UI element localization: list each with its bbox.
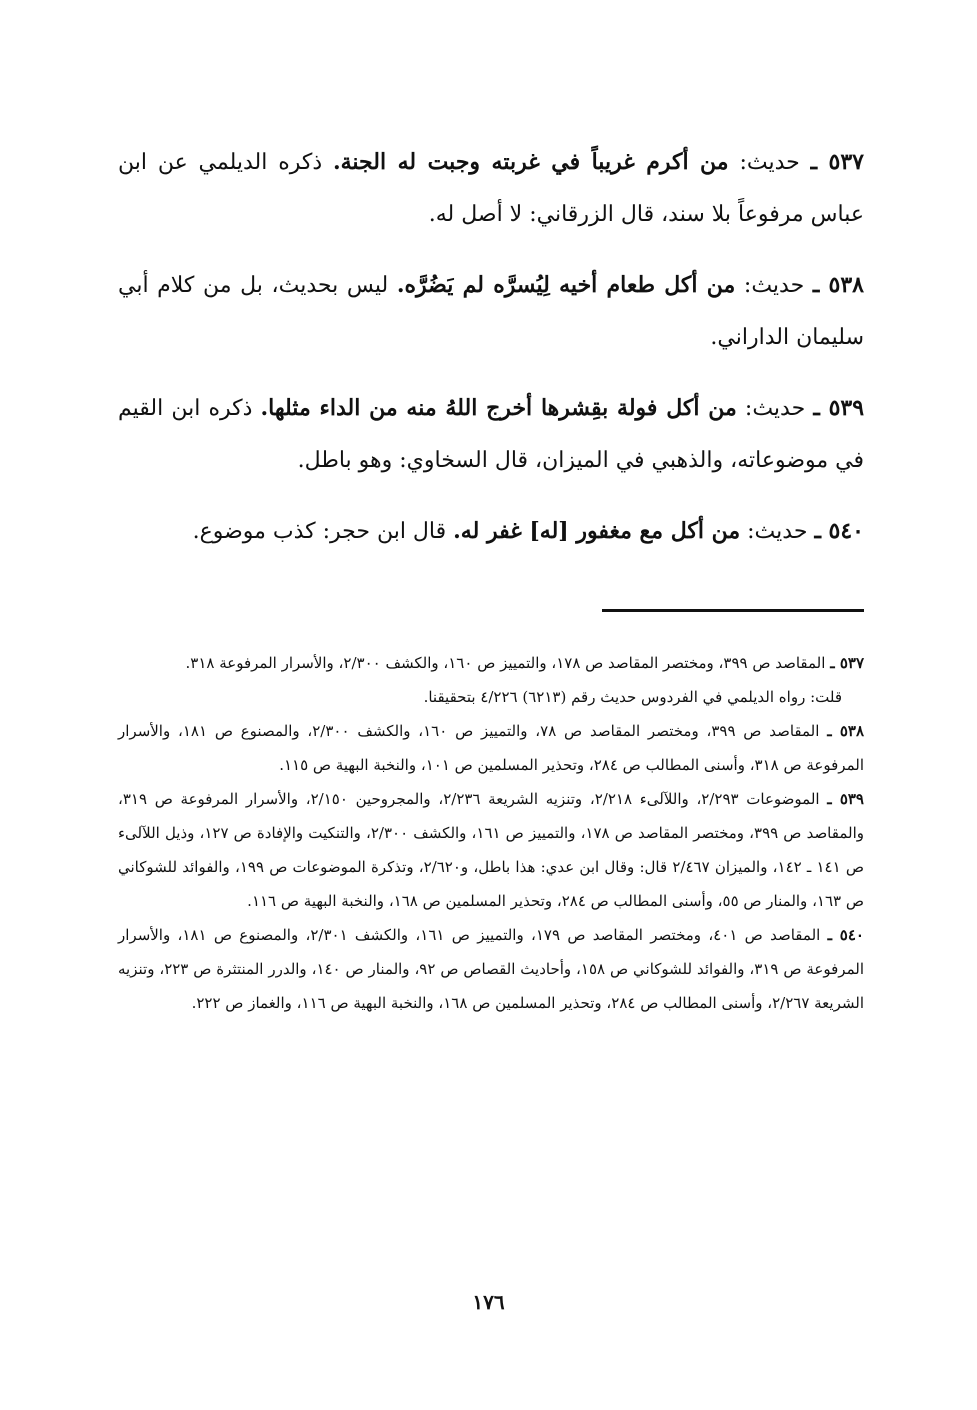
footnote-number: ٥٣٧ ـ bbox=[830, 654, 864, 672]
entry-label: حديث: bbox=[744, 396, 806, 421]
entry-label: حديث: bbox=[743, 273, 805, 298]
entry-label: حديث: bbox=[747, 519, 808, 544]
footnote-number: ٥٣٩ ـ bbox=[827, 790, 864, 808]
footnote-text: الموضوعات ٢/٢٩٣، واللآلىء ٢/٢١٨، وتنزيه الشريعة ٢/٢٣٦، والمجروحين ٢/١٥٠، والأسرار المرفوعة ص ٣١٩، والمقاصد ص ٣٩٩، ومختصر المقاصد ص ١٧٨، والتمييز ص ١٦١، والكشف ٢/٣٠٠، والتنكيت والإفادة ص ١٢٧، وذيل اللآلىء ص ١٤١ ـ ١٤٢، والميزان ٢/٤٦٧ قال: وقال ابن عدي: هذا باطل، و٢/٦٢٠، وتذكرة الموضوعات ص ١٩٩، والفوائد للشوكاني ص ١٦٣، والمنار ص ٥٥، وأسنى المطالب ص ٢٨٤، وتحذير المسلمين ص ١٦٨، والنخبة البهية ص ١١٦. bbox=[118, 790, 864, 910]
footnote-537 bbox=[118, 646, 864, 680]
footnote-remark: قلت: رواه الديلمي في الفردوس حديث رقم (٦٢١٣) ٤/٢٢٦ بتحقيقنا. bbox=[423, 688, 842, 706]
entry-comment: ليس بحديث، بل من كلام أبي سليمان الداراني. bbox=[118, 273, 864, 350]
entry-comment: ذكره ابن القيم في موضوعاته، والذهبي في الميزان، قال السخاوي: وهو باطل. bbox=[118, 396, 864, 473]
entry-number: ٥٣٧ ـ bbox=[810, 149, 864, 175]
footnote-540 bbox=[118, 918, 864, 1020]
footnote-separator bbox=[602, 609, 864, 612]
footnote-number: ٥٣٨ ـ bbox=[827, 722, 864, 740]
footnote-537-note bbox=[118, 680, 864, 714]
hadith-text: من أكل طعام أخيه لِيُسرَّه لم يَضُرَّه. bbox=[396, 272, 736, 298]
entry-label: حديث: bbox=[739, 150, 800, 175]
hadith-text: من أكل مع مغفور [له] غفر له. bbox=[453, 518, 741, 544]
footnote-text: المقاصد ص ٣٩٩، ومختصر المقاصد ص ٧٨، والتمييز ص ١٦٠، والكشف ٢/٣٠٠، والمصنوع ص ١٨١، والأسرار المرفوعة ص ٣١٨، وأسنى المطالب ص ٢٨٤، وتحذير المسلمين ص ١٠١، والنخبة البهية ص ١١٥. bbox=[118, 722, 864, 774]
entry-comment: قال ابن حجر: كذب موضوع. bbox=[192, 519, 447, 544]
hadith-text: من أكرم غريباً في غربته وجبت له الجنة. bbox=[332, 149, 729, 175]
footnote-text: المقاصد ص ٤٠١، ومختصر المقاصد ص ١٧٩، والتمييز ص ١٦١، والكشف ٢/٣٠١، والمصنوع ص ١٨١، والأسرار المرفوعة ص ٣١٩، والفوائد للشوكاني ص ١٥٨، وأحاديث القصاص ص ٩٢، والمنار ص ١٤٠، والدرر المنتثرة ص ٢٢٣، وتنزيه الشريعة ٢/٢٦٧، وأسنى المطالب ص ٢٨٤، وتحذير المسلمين ص ١٦٨، والنخبة البهية ص ١١٦، والغماز ص ٢٢٢. bbox=[118, 926, 864, 1012]
footnote-538 bbox=[118, 714, 864, 782]
footnote-text: المقاصد ص ٣٩٩، ومختصر المقاصد ص ١٧٨، والتمييز ص ١٦٠، والكشف ٢/٣٠٠، والأسرار المرفوعة ٣١٨. bbox=[185, 654, 826, 672]
hadith-entry-540 bbox=[118, 505, 864, 558]
hadith-entry-539 bbox=[118, 382, 864, 487]
page-number: ١٧٦ bbox=[472, 1290, 505, 1314]
entry-number: ٥٣٨ ـ bbox=[812, 272, 864, 298]
main-text bbox=[118, 136, 864, 576]
footnote-539 bbox=[118, 782, 864, 918]
entry-number: ٥٤٠ ـ bbox=[814, 518, 864, 544]
hadith-text: من أكل فولة بقِشرها أخرج اللهُ منه من الداء مثلها. bbox=[260, 395, 737, 421]
footnote-number: ٥٤٠ ـ bbox=[827, 926, 864, 944]
hadith-entry-538 bbox=[118, 259, 864, 364]
hadith-entry-537 bbox=[118, 136, 864, 241]
footnotes bbox=[118, 646, 864, 1020]
entry-comment: ذكره الديلمي عن ابن عباس مرفوعاً بلا سند، قال الزرقاني: لا أصل له. bbox=[118, 150, 864, 227]
entry-number: ٥٣٩ ـ bbox=[813, 395, 865, 421]
